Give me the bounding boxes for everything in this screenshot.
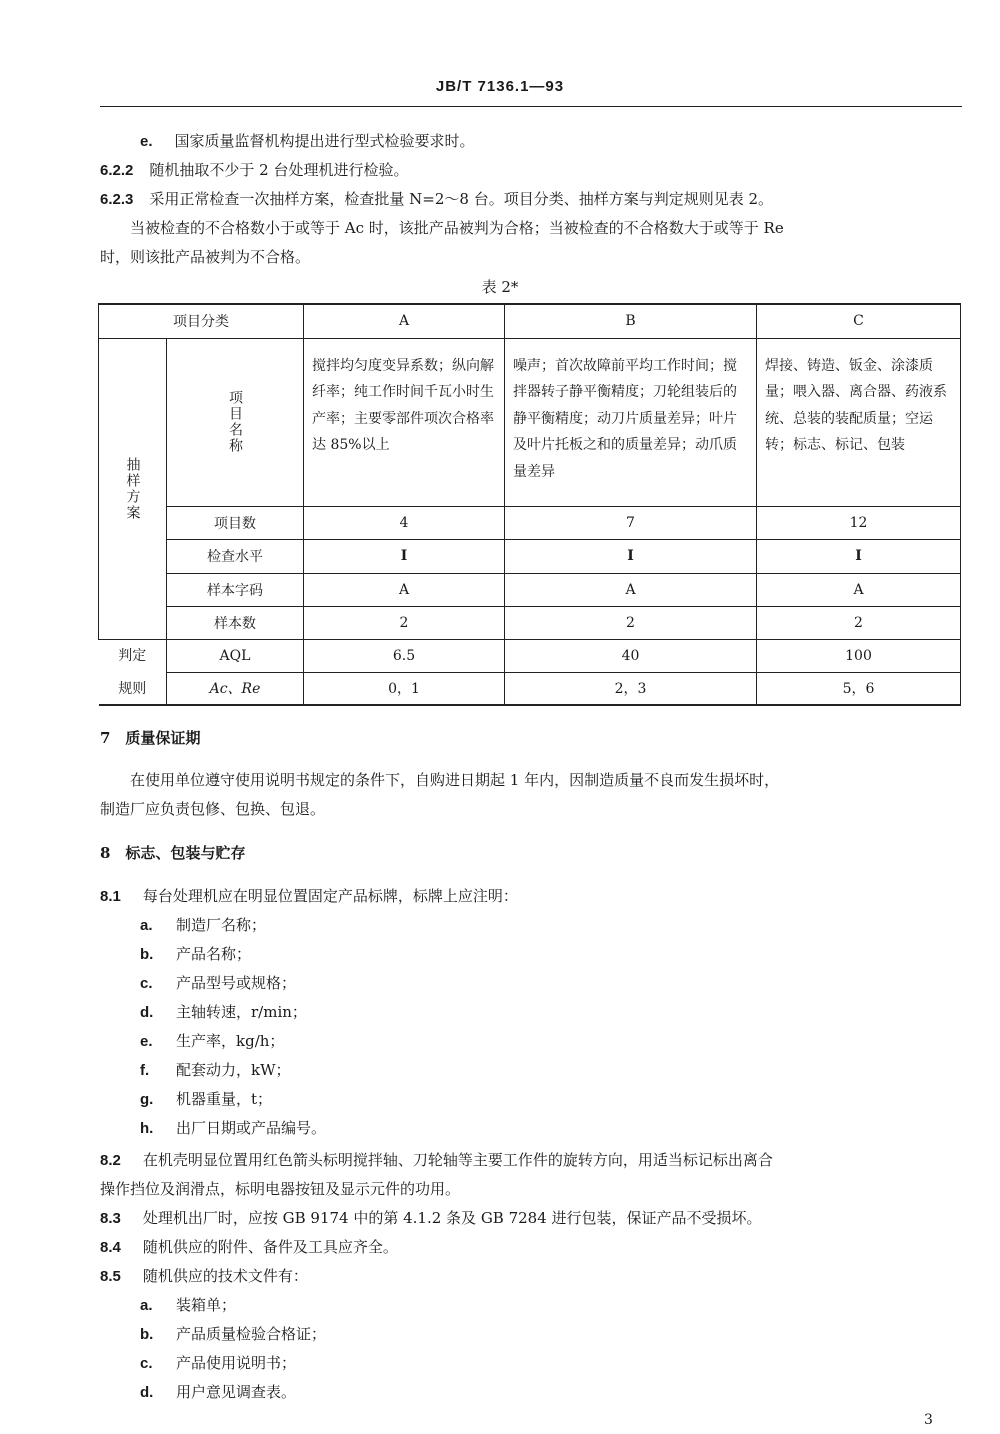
judge-rule-label-1: 判定 [99, 639, 167, 672]
clause-6-2-3-cont-1: 当被检查的不合格数小于或等于 Ac 时，该批产品被判为合格；当被检查的不合格数大于或等于 Re [130, 219, 784, 237]
list-item: b. 产品质量检验合格证； [140, 1325, 327, 1343]
table-row: 检查水平 I I I [99, 539, 961, 573]
list-item: a. 制造厂名称； [140, 916, 267, 934]
header-class-c: C [757, 304, 961, 338]
list-item: g. 机器重量，t； [140, 1090, 273, 1108]
page-number: 3 [924, 1412, 933, 1428]
list-item: c. 产品型号或规格； [140, 974, 297, 992]
clause-8-5: 8.5 随机供应的技术文件有： [100, 1267, 308, 1285]
section-7-heading: 7 质量保证期 [100, 729, 201, 747]
clause-8-1: 8.1 每台处理机应在明显位置固定产品标牌，标牌上应注明： [100, 887, 518, 905]
header-class-a: A [304, 304, 505, 338]
list-item: d. 主轴转速，r/min； [140, 1003, 307, 1021]
table-row: 样本数 2 2 2 [99, 606, 961, 639]
list-item: e. 生产率，kg/h； [140, 1032, 285, 1050]
items-class-c: 焊接、铸造、钣金、涂漆质量；喂入器、离合器、药液系统、总装的装配质量；空运转；标志、标记、包装 [757, 338, 961, 506]
judge-rule-label-2: 规则 [99, 672, 167, 705]
section-8-heading: 8 标志、包装与贮存 [100, 844, 246, 862]
header-item-class: 项目分类 [99, 304, 304, 338]
table-2 [98, 303, 961, 706]
clause-8-4: 8.4 随机供应的附件、备件及工具应齐全。 [100, 1238, 398, 1256]
clause-8-2-cont: 操作挡位及润滑点，标明电器按钮及显示元件的功用。 [100, 1180, 461, 1198]
table-row-aql: 判定 AQL 6.5 40 100 [99, 639, 961, 672]
table-row-ac-re: 规则 Ac、Re 0，1 2，3 5，6 [99, 672, 961, 705]
clause-6-2-3: 6.2.3 采用正常检查一次抽样方案，检查批量 N=2～8 台。项目分类、抽样方案与判定规则见表 2。 [100, 190, 774, 208]
header-rule [100, 106, 962, 107]
table-row: 样本字码 A A A [99, 573, 961, 606]
table-row-item-names [99, 338, 961, 506]
clause-8-2: 8.2 在机壳明显位置用红色箭头标明搅拌轴、刀轮轴等主要工作件的旋转方向，用适当标记标出离合 [100, 1151, 773, 1169]
header-class-b: B [505, 304, 757, 338]
table-header-row [99, 304, 961, 338]
clause-6-2-2: 6.2.2 随机抽取不少于 2 台处理机进行检验。 [100, 161, 409, 179]
clause-8-3: 8.3 处理机出厂时，应按 GB 9174 中的第 4.1.2 条及 GB 7284 进行包装，保证产品不受损坏。 [100, 1209, 762, 1227]
table-row: 项目数 4 7 12 [99, 506, 961, 539]
table-2-caption: 表 2* [481, 278, 519, 296]
section-7-line-2: 制造厂应负责包修、包换、包退。 [100, 800, 326, 818]
clause-6-2-1-e: e. 国家质量监督机构提出进行型式检验要求时。 [140, 132, 475, 150]
clause-6-2-3-cont-2: 时，则该批产品被判为不合格。 [100, 248, 311, 266]
list-item: f. 配套动力，kW； [140, 1061, 291, 1079]
list-item: d. 用户意见调查表。 [140, 1383, 297, 1401]
section-7-line-1: 在使用单位遵守使用说明书规定的条件下，自购进日期起 1 年内，因制造质量不良而发生损坏时， [130, 771, 780, 789]
list-item: b. 产品名称； [140, 945, 252, 963]
items-class-a: 搅拌均匀度变异系数；纵向解纤率；纯工作时间千瓦小时生产率；主要零部件项次合格率达 85%以上 [304, 338, 505, 506]
items-class-b: 噪声；首次故障前平均工作时间；搅拌器转子静平衡精度；刀轮组装后的静平衡精度；动刀片质量差异；叶片及叶片托板之和的质量差异；动爪质量差异 [505, 338, 757, 506]
list-item: h. 出厂日期或产品编号。 [140, 1119, 327, 1137]
sampling-plan-label: 抽样方案 [99, 338, 167, 639]
item-name-label: 项目名称 [167, 338, 304, 506]
list-item: a. 装箱单； [140, 1296, 237, 1314]
standard-code-header: JB/T 7136.1—93 [435, 78, 565, 95]
list-item: c. 产品使用说明书； [140, 1354, 297, 1372]
